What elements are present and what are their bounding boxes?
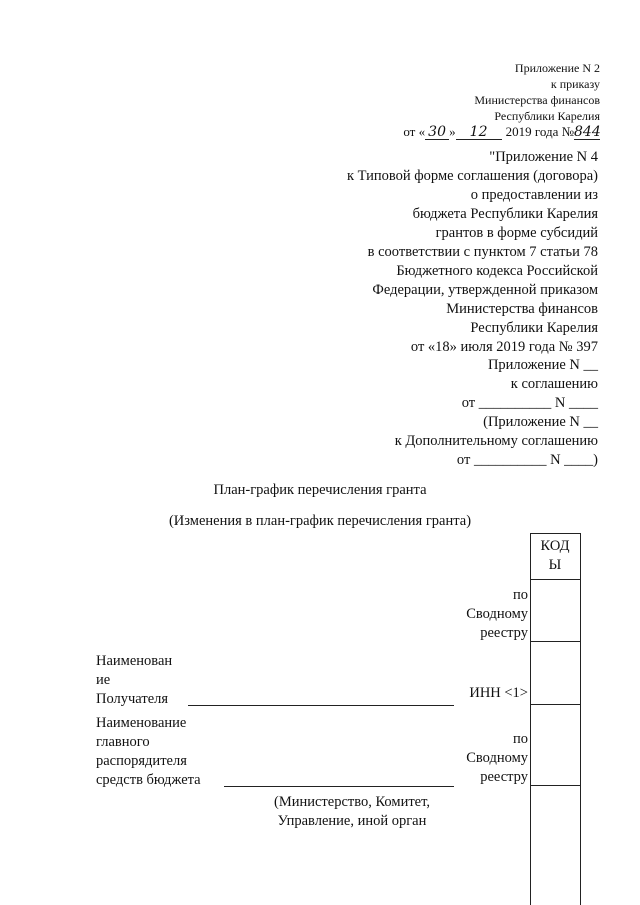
order-header-line: к приказу — [550, 77, 600, 91]
document-title: План-график перечисления гранта — [213, 482, 427, 498]
recipient-label-line: Получателя — [96, 691, 169, 707]
appendix4-block — [347, 148, 598, 357]
reestr-line: реестру — [480, 769, 528, 785]
document-subtitle: (Изменения в план-график перечисления гранта) — [168, 513, 472, 529]
reestr-line: по — [512, 587, 528, 603]
appendix4-line: Бюджетного кодекса Российской — [396, 263, 598, 279]
codes-header — [530, 533, 580, 579]
order-month: 12 — [456, 125, 502, 140]
date-prefix: от « — [403, 124, 426, 139]
order-day: 30 — [425, 125, 449, 140]
appendix4-line: Федерации, утвержденной приказом — [372, 282, 598, 298]
codes-header-label: КОДЫ — [540, 538, 570, 573]
reestr-line: Сводному — [466, 606, 528, 622]
reestr-line: реестру — [480, 625, 528, 641]
agreement-appendix-block — [395, 356, 598, 470]
order-header-line: Министерства финансов — [474, 93, 600, 107]
order-header — [403, 60, 600, 140]
agreement-line: от __________ N ____) — [456, 452, 598, 468]
agreement-line: Приложение N __ — [487, 357, 598, 373]
order-date-line — [403, 124, 600, 140]
manager-label-line: средств бюджета — [96, 772, 201, 788]
manager-hint — [262, 793, 442, 831]
appendix4-line: о предоставлении из — [470, 187, 598, 203]
recipient-label — [96, 652, 172, 709]
codes-divider — [530, 785, 581, 786]
codes-divider — [530, 704, 581, 705]
manager-label-line: распорядителя — [96, 753, 187, 769]
appendix4-line: от «18» июля 2019 года № 397 — [410, 339, 598, 355]
codes-column-right-border — [580, 533, 581, 905]
appendix4-line: к Типовой форме соглашения (договора) — [346, 168, 598, 184]
manager-hint-line: Управление, иной орган — [277, 813, 427, 829]
inn-label: ИНН <1> — [469, 685, 528, 701]
appendix4-line: "Приложение N 4 — [489, 149, 598, 165]
agreement-line: к соглашению — [510, 376, 598, 392]
recipient-label-line: Наименован — [96, 653, 173, 669]
appendix4-line: в соответствии с пунктом 7 статьи 78 — [367, 244, 598, 260]
reestr-label-1 — [466, 586, 528, 643]
appendix4-line: грантов в форме субсидий — [435, 225, 598, 241]
manager-name-field[interactable] — [224, 786, 454, 787]
reestr-line: по — [512, 731, 528, 747]
codes-divider — [530, 641, 581, 642]
manager-label-line: главного — [96, 734, 150, 750]
order-number: 844 — [574, 124, 601, 140]
manager-label — [96, 714, 201, 790]
date-mid: » — [449, 124, 456, 139]
codes-column-left-border — [530, 533, 531, 905]
reestr-line: Сводному — [466, 750, 528, 766]
appendix4-line: Министерства финансов — [446, 301, 598, 317]
recipient-label-line: ие — [96, 672, 111, 688]
appendix4-line: бюджета Республики Карелия — [412, 206, 598, 222]
order-header-line: Республики Карелия — [494, 109, 600, 123]
codes-divider — [530, 579, 581, 580]
manager-hint-line: (Министерство, Комитет, — [274, 794, 430, 810]
agreement-line: к Дополнительному соглашению — [394, 433, 598, 449]
reestr-label-2 — [466, 730, 528, 787]
manager-label-line: Наименование — [96, 715, 187, 731]
date-suffix: 2019 года № — [505, 124, 574, 139]
order-header-line: Приложение N 2 — [514, 61, 600, 75]
agreement-line: от __________ N ____ — [461, 395, 598, 411]
recipient-name-field[interactable] — [188, 705, 454, 706]
agreement-line: (Приложение N __ — [483, 414, 598, 430]
appendix4-line: Республики Карелия — [470, 320, 598, 336]
